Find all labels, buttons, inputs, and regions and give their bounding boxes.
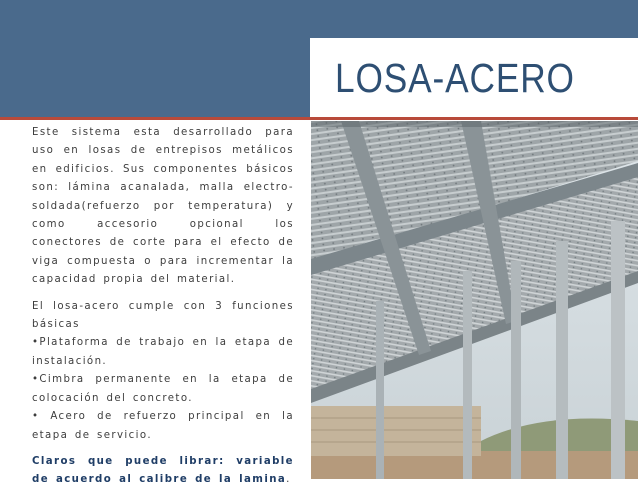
bullet-item: • Acero de refuerzo principal en la etapa de servicio. (32, 411, 294, 441)
highlight-text (32, 453, 294, 490)
steel-deck-photo (311, 121, 638, 479)
bullet-item: •Cimbra permanente en la etapa de colocación del concreto. (32, 374, 294, 404)
body-text (32, 124, 294, 490)
bullet-item: •Plataforma de trabajo en la etapa de instalación. (32, 337, 294, 367)
paragraph-functions: El losa-acero cumple con 3 funciones básicas (32, 300, 294, 331)
highlight-period: . (286, 474, 291, 486)
accent-divider (0, 117, 638, 120)
slide-title: LOSA-ACERO (335, 55, 575, 101)
paragraph-intro: Este sistema esta desarrollado para uso en losas de entrepisos metálicos en edificios. Sus componentes básicos son: lámina acanalada, malla electro-soldada(refuerzo por temperatura) y como accesorio opcional los conectores de corte para el efecto de viga compuesta o para incrementar la capacidad propia del material. (32, 127, 294, 286)
highlight-label: Claros que puede librar: variable de acuerdo al calibre de la lamina (32, 455, 294, 486)
